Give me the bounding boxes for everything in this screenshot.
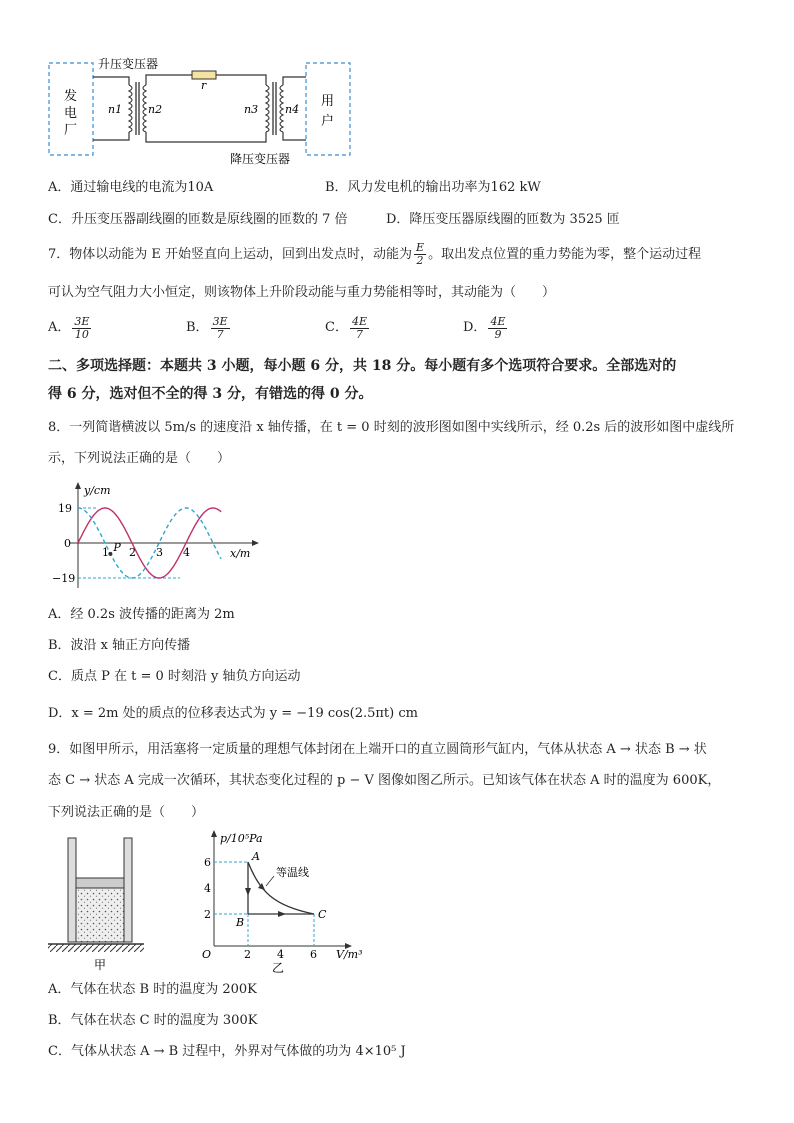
q7-line2: 可认为空气阻力大小恒定，则该物体上升阶段动能与重力势能相等时，其动能为（ ） [48,285,556,300]
q7-option-c-num: 4E [351,314,367,328]
q7-option-b [186,313,232,344]
wave-xtick-4: 4 [183,546,190,559]
pv-point-c: C [318,908,327,921]
q7-option-b-num: 3E [212,314,228,328]
q7-option-d-num: 4E [490,314,506,328]
q7-option-d-den: 9 [494,327,502,341]
step-down-label: 降压变压器 [230,152,291,166]
plant-char-1: 发 [64,89,78,104]
transformer-diagram [44,55,364,170]
q9-option-c: C．气体从状态 A → B 过程中，外界对气体做的功为 4×10⁵ J [48,1044,406,1059]
q6-option-a: A．通过输电线的电流为10A [48,180,214,195]
wave-ylabel: y/cm [84,484,111,497]
q9-option-b: B．气体在状态 C 时的温度为 300K [48,1013,258,1028]
wave-ytick-top: 19 [58,502,72,515]
q7-option-c [325,313,371,344]
pv-ytick-2: 2 [204,908,211,921]
wave-chart [40,478,270,593]
q8-option-c: C．质点 P 在 t = 0 时刻沿 y 轴负方向运动 [48,669,301,684]
wave-point-p [108,552,112,556]
q7-frac-numerator: E [416,241,425,254]
fig-yi-label: 乙 [272,961,285,975]
q7-option-c-label: C． [325,320,348,335]
q7-option-b-den: 7 [216,327,224,341]
q8-line1: 8．一列简谐横波以 5m/s 的速度沿 x 轴传播，在 t = 0 时刻的波形图如图中实线所示，经 0.2s 后的波形如图中虚线所 [48,420,735,435]
n4-label: n4 [285,103,300,116]
q8-line2: 示，下列说法正确的是（ ） [48,451,231,466]
pv-point-b: B [236,916,245,929]
q7-option-a-num: 3E [74,314,90,328]
q9-line2: 态 C → 状态 A 完成一次循环，其状态变化过程的 p − V 图像如图乙所示。已知该气体在状态 A 时的温度为 600K， [48,773,721,788]
n1-label: n1 [108,103,123,116]
pv-ytick-4: 4 [204,882,211,895]
q9-line3: 下列说法正确的是（ ） [48,805,205,820]
gas-region [76,888,124,942]
q6-option-d: D．降压变压器原线圈的匝数为 3525 匝 [386,212,620,227]
q7-option-a-den: 10 [74,327,89,341]
q8-option-a: A．经 0.2s 波传播的距离为 2m [48,607,235,622]
pv-isotherm-label: 等温线 [276,866,309,879]
wave-xtick-1: 1 [102,546,109,559]
q6-option-c: C．升压变压器副线圈的匝数是原线圈的匝数的 7 倍 [48,212,348,227]
pv-chart [196,826,376,976]
wave-point-p-label: P [113,540,121,554]
piston [76,878,124,888]
wave-xlabel: x/m [230,547,251,560]
user-char-2: 户 [321,114,335,129]
pv-point-a: A [252,850,260,863]
pv-xlabel: V/m³ [336,948,363,961]
plant-char-2: 电 [64,106,78,121]
q7-option-c-den: 7 [355,327,363,341]
q7-fraction [414,242,426,267]
q7-option-a [48,313,93,344]
q7-option-d [463,313,509,344]
q7-line1-a: 7．物体以动能为 E 开始竖直向上运动，回到出发点时，动能为 [48,247,413,262]
plant-char-3: 厂 [64,123,78,138]
user-char-1: 用 [321,94,335,109]
q7-line1-b: 。取出发点位置的重力势能为零，整个运动过程 [428,247,702,262]
pv-xtick-4: 4 [277,948,284,961]
section2-heading-line2: 得 6 分，选对但不全的得 3 分，有错选的得 0 分。 [48,386,373,402]
q8-option-b: B．波沿 x 轴正方向传播 [48,638,191,653]
q7-line1 [48,240,701,270]
cylinder-figure [44,832,154,972]
q9-line1: 9．如图甲所示，用活塞将一定质量的理想气体封闭在上端开口的直立圆筒形气缸内，气体从状态 A → 状态 B → 状 [48,742,707,757]
resistor-label: r [201,79,207,92]
pv-ylabel: p/10⁵Pa [220,832,263,845]
q7-option-a-label: A． [48,320,71,335]
fig-jia-label: 甲 [94,958,107,972]
q7-option-d-label: D． [463,320,487,335]
q9-option-a: A．气体在状态 B 时的温度为 200K [48,982,257,997]
pv-ytick-6: 6 [204,856,211,869]
wave-xtick-3: 3 [156,546,163,559]
q8-option-d: D．x = 2m 处的质点的位移表达式为 y = −19 cos(2.5πt) cm [48,706,418,721]
step-up-label: 升压变压器 [98,57,159,71]
pv-xtick-6: 6 [310,948,317,961]
wave-ytick-zero: 0 [64,537,71,550]
n2-label: n2 [148,103,163,116]
wave-xtick-2: 2 [129,546,136,559]
section2-heading-line1: 二、多项选择题：本题共 3 小题，每小题 6 分，共 18 分。每小题有多个选项符合要求。全部选对的 [48,358,677,374]
wave-ytick-bottom: −19 [52,572,76,585]
q6-option-b: B．风力发电机的输出功率为162 kW [325,180,541,195]
q7-option-b-label: B． [186,320,209,335]
n3-label: n3 [244,103,259,116]
pv-xtick-2: 2 [244,948,251,961]
pv-origin: O [202,948,212,961]
q7-frac-denominator: 2 [416,254,424,267]
